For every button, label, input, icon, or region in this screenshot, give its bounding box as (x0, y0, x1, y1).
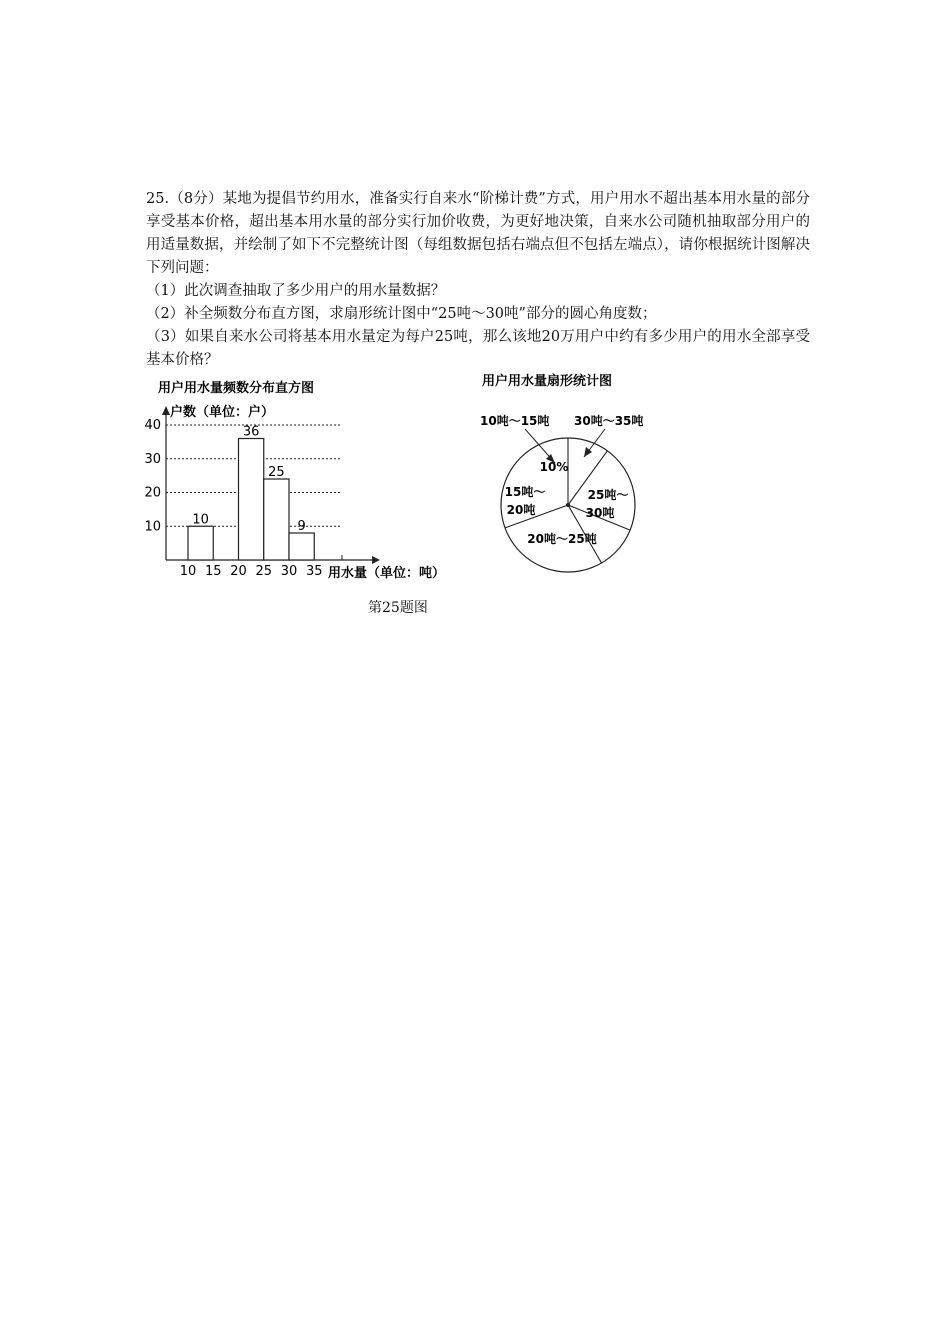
question-part-3: （3）如果自来水公司将基本用水量定为每户25吨，那么该地20万用户中约有多少用户的用水全部享受基本价格？ (146, 329, 810, 368)
histogram-title: 用户用水量频数分布直方图 (158, 381, 315, 396)
x-tick-label: 25 (255, 564, 273, 579)
pie-label-20-25: 20吨～25吨 (527, 532, 597, 546)
bar-value-label: 9 (297, 519, 306, 534)
figure (140, 365, 660, 595)
pie-label-30-35: 30吨～35吨 (574, 414, 644, 428)
x-tick-label: 10 (179, 564, 197, 579)
pie-percent-10-15: 10% (539, 460, 569, 474)
question-text (146, 188, 810, 372)
x-tick-label: 35 (305, 564, 323, 579)
y-tick-label: 40 (144, 418, 161, 433)
bar-value-label: 36 (242, 424, 260, 440)
pie-label-25-30-line1: 25吨～ (587, 488, 629, 502)
figure-svg (140, 365, 660, 595)
x-axis-arrow (372, 556, 380, 564)
x-tick-label: 15 (204, 564, 222, 579)
histogram (144, 380, 445, 581)
y-tick-label: 30 (144, 451, 161, 467)
y-axis-arrow (162, 406, 170, 415)
pie-label-25-30-line2: 30吨 (585, 506, 615, 520)
pie-label-15-20-line2: 20吨 (506, 503, 536, 517)
figure-caption: 第25题图 (368, 600, 428, 616)
question-part-2: （2）补全频数分布直方图，求扇形统计图中“25吨～30吨”部分的圆心角度数； (146, 306, 657, 322)
y-tick-label: 10 (144, 519, 161, 535)
histogram-bar (264, 479, 289, 560)
bar-value-label: 25 (268, 465, 285, 480)
histogram-bar (239, 439, 264, 561)
pie-title: 用户用水量扇形统计图 (482, 374, 613, 389)
histogram-x-axis-label: 用水量（单位：吨） (328, 566, 446, 581)
bar-value-label: 10 (192, 512, 209, 528)
histogram-bar (188, 526, 213, 560)
histogram-y-axis-label: 户数（单位：户） (170, 405, 275, 420)
x-tick-label: 20 (230, 564, 247, 579)
question-part-1: （1）此次调查抽取了多少用户的用水量数据？ (146, 283, 446, 299)
question-intro: 25.（8分）某地为提倡节约用水，准备实行自来水“阶梯计费”方式，用户用水不超出基本用水量的部分享受基本价格，超出基本用水量的部分实行加价收费，为更好地决策，自来水公司随机抽取部分用户的用适量数据，并绘制了如下不完整统计图（每组数据包括右端点但不包括左端点），请你根据统计图解决下列问题： (146, 191, 810, 276)
x-tick-label: 30 (280, 564, 298, 579)
pie-label-10-15: 10吨～15吨 (480, 414, 550, 428)
y-tick-label: 20 (144, 485, 161, 501)
pie-chart (480, 373, 643, 572)
histogram-bar (289, 533, 314, 560)
pie-label-15-20-line1: 15吨～ (504, 485, 546, 499)
pie-center-dot (566, 503, 570, 507)
